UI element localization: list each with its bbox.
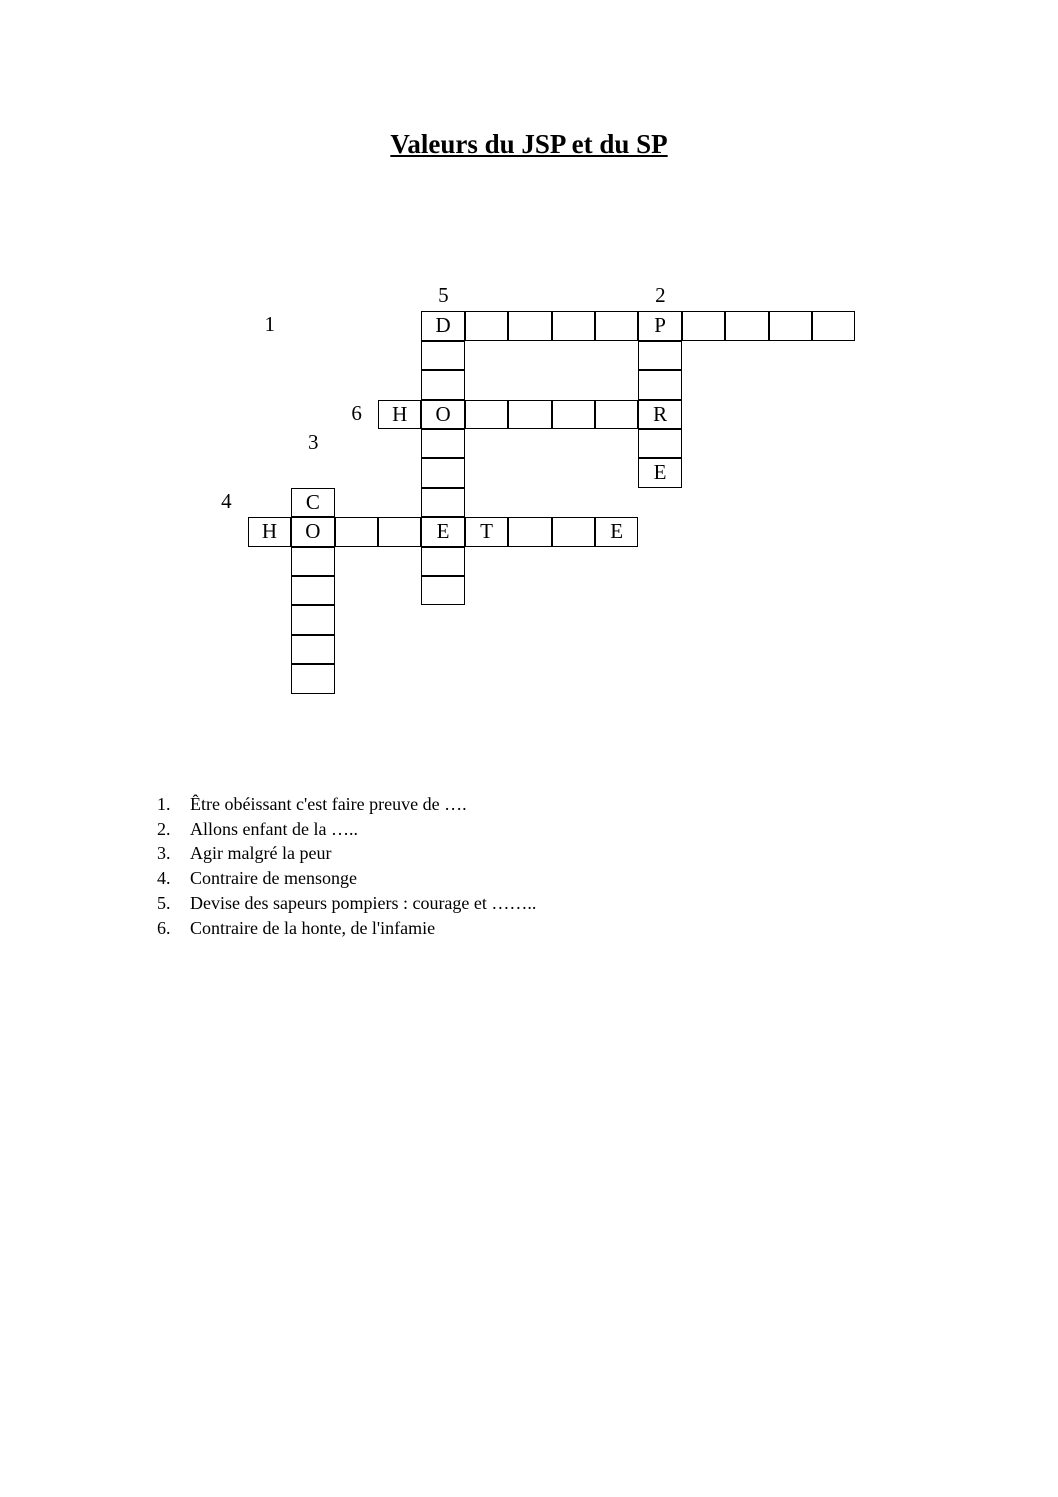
crossword-cell[interactable]	[725, 311, 768, 340]
clue-number: 5.	[157, 892, 171, 913]
clue-number-label: 3	[307, 430, 319, 454]
crossword-cell[interactable]	[552, 400, 595, 429]
clue-number: 4.	[157, 868, 171, 889]
page-title: Valeurs du JSP et du SP	[390, 129, 668, 159]
crossword-cell[interactable]	[291, 576, 334, 605]
clue-item	[157, 792, 536, 817]
clue-number: 2.	[157, 818, 171, 839]
crossword-cell[interactable]	[552, 311, 595, 340]
clue-number-label: 4	[221, 488, 232, 513]
clue-number: 1.	[157, 794, 171, 814]
crossword-cell[interactable]	[291, 635, 334, 664]
clue-item	[157, 866, 536, 891]
crossword-cell[interactable]	[638, 341, 681, 370]
clue-number-label: 1	[264, 312, 276, 337]
clue-item	[157, 916, 536, 941]
clue-text: Contraire de la honte, de l'infamie	[190, 917, 436, 938]
crossword-cell[interactable]	[465, 311, 508, 340]
crossword-cell[interactable]	[421, 547, 464, 576]
crossword-cell[interactable]	[421, 370, 464, 399]
crossword-cell[interactable]: O	[421, 400, 464, 429]
crossword-cell[interactable]	[595, 400, 638, 429]
clue-text: Allons enfant de la …..	[190, 818, 358, 839]
crossword-cell[interactable]: D	[421, 311, 464, 340]
clue-number-label: 6	[351, 400, 362, 425]
crossword-cell[interactable]	[552, 517, 595, 546]
crossword-cell[interactable]: T	[465, 517, 508, 546]
clue-text: Être obéissant c'est faire preuve de ….	[190, 794, 467, 814]
crossword-cell[interactable]	[682, 311, 725, 340]
crossword-cell[interactable]	[465, 400, 508, 429]
clue-number: 3.	[157, 843, 171, 864]
crossword-cell[interactable]	[638, 429, 681, 458]
clue-list	[157, 792, 536, 940]
crossword-cell[interactable]	[421, 458, 464, 487]
crossword-cell[interactable]: O	[291, 517, 334, 546]
crossword-cell[interactable]: H	[248, 517, 291, 546]
crossword-cell[interactable]: P	[638, 311, 681, 340]
crossword-cell[interactable]	[291, 547, 334, 576]
crossword-cell[interactable]: C	[291, 488, 334, 517]
crossword-cell[interactable]	[508, 400, 551, 429]
clue-text: Agir malgré la peur	[190, 843, 332, 864]
crossword-cell[interactable]	[335, 517, 378, 546]
crossword-cell[interactable]	[508, 517, 551, 546]
clue-number: 6.	[157, 917, 171, 938]
clue-item	[157, 817, 536, 842]
clue-number-label: 2	[655, 283, 666, 307]
crossword-cell[interactable]	[769, 311, 812, 340]
crossword-cell[interactable]	[421, 488, 464, 517]
clue-number-label: 5	[438, 283, 449, 307]
crossword-cell[interactable]: E	[595, 517, 638, 546]
crossword-cell[interactable]	[421, 341, 464, 370]
crossword-cell[interactable]: E	[638, 458, 681, 487]
crossword-cell[interactable]	[421, 576, 464, 605]
crossword-cell[interactable]	[291, 664, 334, 693]
crossword-cell[interactable]	[812, 311, 855, 340]
crossword-cell[interactable]: R	[638, 400, 681, 429]
crossword-cell[interactable]	[595, 311, 638, 340]
crossword-cell[interactable]	[638, 370, 681, 399]
clue-text: Contraire de mensonge	[190, 868, 357, 889]
clue-text: Devise des sapeurs pompiers : courage et ……..	[190, 892, 537, 913]
crossword-cell[interactable]	[508, 311, 551, 340]
crossword-cell[interactable]: H	[378, 400, 421, 429]
clue-item	[157, 841, 536, 866]
crossword-cell[interactable]	[378, 517, 421, 546]
clue-item	[157, 891, 536, 916]
crossword-cell[interactable]	[421, 429, 464, 458]
crossword-cell[interactable]	[291, 605, 334, 634]
crossword-cell[interactable]: E	[421, 517, 464, 546]
